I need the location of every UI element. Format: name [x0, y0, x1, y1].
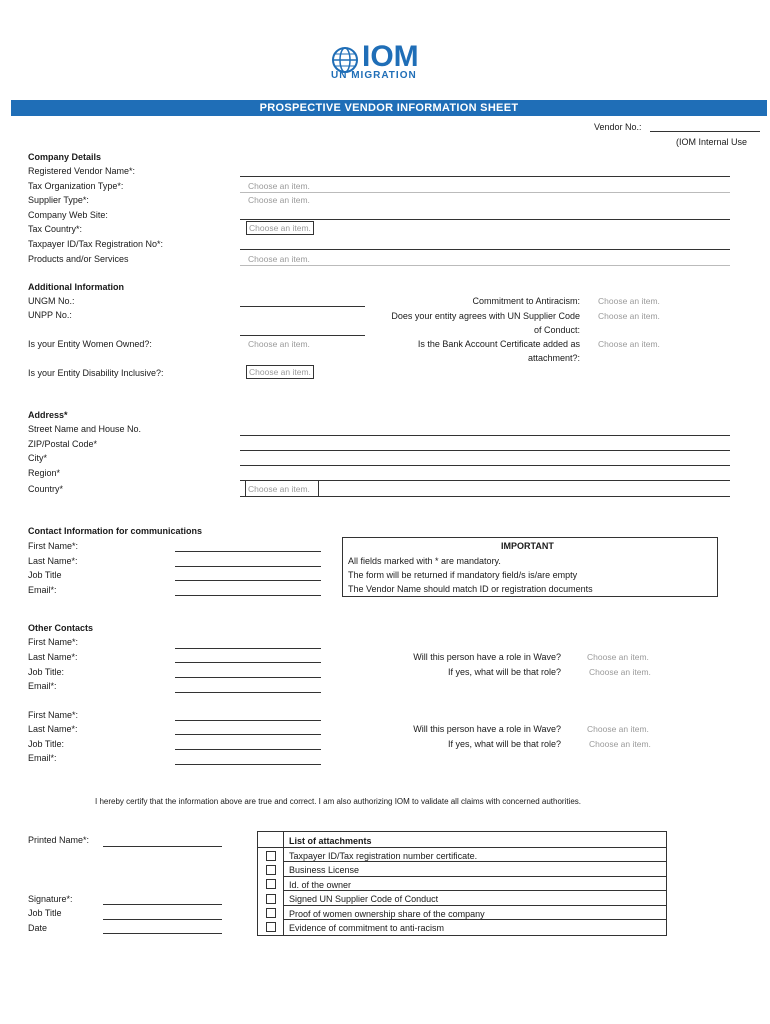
- city-label: City*: [28, 453, 48, 463]
- country-label: Country*: [28, 484, 64, 494]
- disability-label: Is your Entity Disability Inclusive?:: [28, 368, 164, 378]
- region-label: Region*: [28, 468, 61, 478]
- important-title: IMPORTANT: [501, 541, 554, 551]
- table-row-divider: [283, 876, 666, 877]
- other1-wave-role-label: Will this person have a role in Wave?: [413, 652, 561, 662]
- supplier-type-select[interactable]: Choose an item.: [248, 195, 310, 205]
- taxpayer-id-label: Taxpayer ID/Tax Registration No*:: [28, 239, 164, 249]
- other1-wave-role-select[interactable]: Choose an item.: [587, 652, 649, 662]
- unpp-field[interactable]: [240, 335, 365, 336]
- street-field[interactable]: [240, 435, 730, 436]
- company-heading: Company Details: [28, 152, 102, 162]
- table-row-divider: [283, 861, 666, 862]
- registered-name-field[interactable]: [240, 176, 730, 177]
- web-site-field[interactable]: [240, 219, 730, 220]
- supplier-code-label-cont: of Conduct:: [533, 325, 580, 335]
- contact-last-name-field[interactable]: [175, 566, 321, 567]
- attachment-item: Signed UN Supplier Code of Conduct: [289, 894, 439, 904]
- women-owned-label: Is your Entity Women Owned?:: [28, 339, 152, 349]
- contact-email-label: Email*:: [28, 585, 57, 595]
- address-heading: Address*: [28, 410, 68, 420]
- products-label: Products and/or Services: [28, 254, 129, 264]
- signoff-job-title-label: Job Title: [28, 908, 62, 918]
- other2-job-title-label: Job Title:: [28, 739, 65, 749]
- other1-last-name-field[interactable]: [175, 662, 321, 663]
- city-field[interactable]: [240, 465, 730, 466]
- other1-email-label: Email*:: [28, 681, 57, 691]
- bank-cert-select[interactable]: Choose an item.: [598, 339, 660, 349]
- attachment-checkbox[interactable]: [266, 894, 276, 904]
- region-field[interactable]: [240, 480, 730, 481]
- divider: [240, 192, 730, 193]
- important-line-3: The Vendor Name should match ID or registration documents: [348, 584, 593, 594]
- other1-email-field[interactable]: [175, 692, 321, 693]
- country-box-edge: [318, 481, 319, 496]
- certification-statement: I hereby certify that the information above are true and correct. I am also authorizing IOM to validate all claims with concerned authorities.: [95, 797, 582, 806]
- street-label: Street Name and House No.: [28, 424, 142, 434]
- tax-country-label: Tax Country*:: [28, 224, 83, 234]
- attachment-item: Proof of women ownership share of the company: [289, 909, 485, 919]
- table-row-divider: [283, 890, 666, 891]
- contact-email-field[interactable]: [175, 595, 321, 596]
- antiracism-label: Commitment to Antiracism:: [472, 296, 580, 306]
- products-select[interactable]: Choose an item.: [248, 254, 310, 264]
- disability-select[interactable]: Choose an item.: [246, 365, 314, 379]
- unpp-label: UNPP No.:: [28, 310, 72, 320]
- vendor-no-label: Vendor No.:: [594, 122, 642, 132]
- supplier-code-label: Does your entity agrees with UN Supplier Code: [391, 311, 580, 321]
- contact-first-name-field[interactable]: [175, 551, 321, 552]
- women-owned-select[interactable]: Choose an item.: [248, 339, 310, 349]
- logo-text: IOM: [362, 40, 419, 73]
- logo-subtitle: UN MIGRATION: [331, 70, 417, 81]
- ungm-label: UNGM No.:: [28, 296, 75, 306]
- form-title: PROSPECTIVE VENDOR INFORMATION SHEET: [11, 100, 767, 116]
- contact-first-name-label: First Name*:: [28, 541, 79, 551]
- attachment-item: Evidence of commitment to anti-racism: [289, 923, 445, 933]
- supplier-type-label: Supplier Type*:: [28, 195, 89, 205]
- other2-email-field[interactable]: [175, 764, 321, 765]
- other2-email-label: Email*:: [28, 753, 57, 763]
- taxpayer-id-field[interactable]: [240, 249, 730, 250]
- country-field-line: [240, 496, 730, 497]
- attachment-checkbox[interactable]: [266, 865, 276, 875]
- divider: [240, 265, 730, 266]
- attachment-checkbox[interactable]: [266, 851, 276, 861]
- bank-cert-label-cont: attachment?:: [527, 353, 580, 363]
- other2-wave-role-label: Will this person have a role in Wave?: [413, 724, 561, 734]
- country-select[interactable]: Choose an item.: [248, 484, 310, 494]
- table-header-divider: [258, 847, 666, 848]
- other2-job-title-field[interactable]: [175, 749, 321, 750]
- other2-what-role-label: If yes, what will be that role?: [447, 739, 561, 749]
- additional-heading: Additional Information: [28, 282, 124, 292]
- contact-last-name-label: Last Name*:: [28, 556, 78, 566]
- internal-use-note: (IOM Internal Use: [676, 137, 748, 147]
- contact-heading: Contact Information for communications: [28, 526, 203, 536]
- other1-what-role-select[interactable]: Choose an item.: [589, 667, 651, 677]
- other1-job-title-field[interactable]: [175, 677, 321, 678]
- signature-label: Signature*:: [28, 894, 73, 904]
- contact-job-title-label: Job Title: [28, 570, 62, 580]
- other2-wave-role-select[interactable]: Choose an item.: [587, 724, 649, 734]
- signature-field[interactable]: [103, 904, 222, 905]
- important-line-1: All fields marked with * are mandatory.: [348, 556, 501, 566]
- tax-org-type-label: Tax Organization Type*:: [28, 181, 124, 191]
- zip-label: ZIP/Postal Code*: [28, 439, 98, 449]
- tax-country-select[interactable]: Choose an item.: [246, 221, 314, 235]
- web-site-label: Company Web Site:: [28, 210, 108, 220]
- other1-job-title-label: Job Title:: [28, 667, 65, 677]
- attachments-table: [257, 831, 667, 936]
- table-row-divider: [283, 919, 666, 920]
- antiracism-select[interactable]: Choose an item.: [598, 296, 660, 306]
- vendor-no-field[interactable]: [650, 131, 760, 132]
- signoff-job-title-field[interactable]: [103, 919, 222, 920]
- ungm-field[interactable]: [240, 306, 365, 307]
- zip-field[interactable]: [240, 450, 730, 451]
- other1-what-role-label: If yes, what will be that role?: [447, 667, 561, 677]
- other1-first-name-label: First Name*:: [28, 637, 79, 647]
- attachment-item: Business License: [289, 865, 360, 875]
- bank-cert-label: Is the Bank Account Certificate added as: [417, 339, 580, 349]
- tax-org-type-select[interactable]: Choose an item.: [248, 181, 310, 191]
- attachment-item: Taxpayer ID/Tax registration number certificate.: [289, 851, 478, 861]
- attachments-heading: List of attachments: [289, 836, 372, 846]
- registered-name-label: Registered Vendor Name*:: [28, 166, 136, 176]
- other1-first-name-field[interactable]: [175, 648, 321, 649]
- attachment-item: Id. of the owner: [289, 880, 352, 890]
- important-box: [342, 537, 718, 597]
- other2-first-name-field[interactable]: [175, 720, 321, 721]
- other-contacts-heading: Other Contacts: [28, 623, 94, 633]
- attachment-checkbox[interactable]: [266, 908, 276, 918]
- country-box-edge: [245, 481, 246, 496]
- other2-what-role-select[interactable]: Choose an item.: [589, 739, 651, 749]
- other1-last-name-label: Last Name*:: [28, 652, 78, 662]
- table-row-divider: [283, 905, 666, 906]
- other2-last-name-label: Last Name*:: [28, 724, 78, 734]
- important-line-2: The form will be returned if mandatory field/s is/are empty: [348, 570, 578, 580]
- printed-name-label: Printed Name*:: [28, 835, 90, 845]
- printed-name-field[interactable]: [103, 846, 222, 847]
- contact-job-title-field[interactable]: [175, 580, 321, 581]
- date-field[interactable]: [103, 933, 222, 934]
- other2-first-name-label: First Name*:: [28, 710, 79, 720]
- other2-last-name-field[interactable]: [175, 734, 321, 735]
- date-label: Date: [28, 923, 48, 933]
- attachment-checkbox[interactable]: [266, 922, 276, 932]
- supplier-code-select[interactable]: Choose an item.: [598, 311, 660, 321]
- attachment-checkbox[interactable]: [266, 879, 276, 889]
